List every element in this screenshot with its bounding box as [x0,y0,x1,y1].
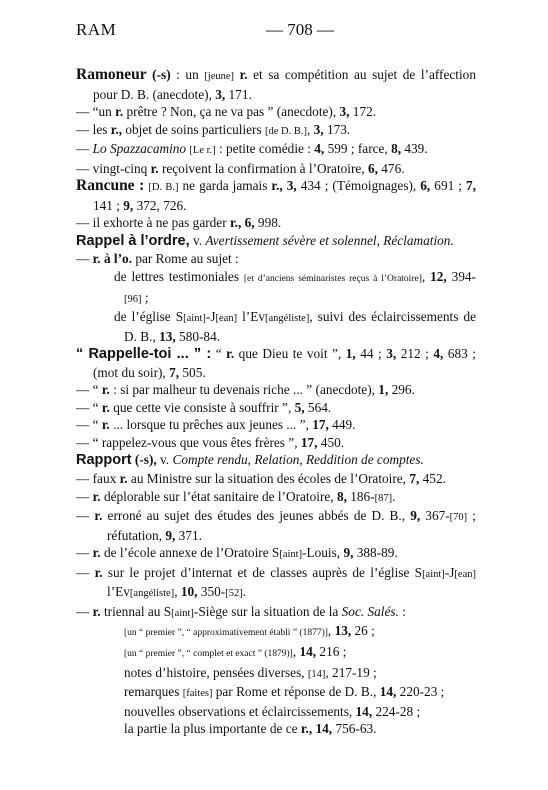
entry-text: — “ rappelez-vous que vous êtes frères ”, [76,434,301,450]
volume-reference: r. [119,471,128,487]
editorial-bracket: [un “ premier ”, “ complet et exact ” (1879)] [124,648,293,659]
volume-reference: 3, [339,104,350,120]
editorial-bracket: [ean] [215,313,238,325]
volume-reference: 17, [312,417,329,433]
entry-text: triennal au S [100,603,172,619]
entry-text: 388-89. [353,545,398,561]
volume-reference: 14, [299,643,317,659]
entry-text: v. [189,232,206,248]
entry-text: par Rome et réponse de D. B., [212,684,380,700]
entry-text: remarques [124,684,183,700]
entry-text: notes d’histoire, pensées diverses, [124,664,308,680]
entry-text: — [76,251,93,267]
entry-text: reçoivent la confirmation à l’Oratoire, [158,160,368,176]
volume-reference: r. [234,67,248,82]
volume-reference: (-s) [146,67,171,82]
entry-text: 350- [197,584,226,600]
entry-text: ; réfutation, [107,508,476,543]
entry-text: par Rome au sujet : [132,251,239,267]
index-line [76,544,476,564]
volume-reference: 14, [379,684,397,700]
page-header [76,19,476,43]
entry-text: nouvelles observations et éclaircissements, [124,703,356,719]
entry-text: — les [76,121,111,137]
volume-reference: r. [94,564,103,580]
editorial-bracket: [aint] [171,607,194,619]
italic-text: Lo Spazzacamino [92,141,187,157]
entry-text: 756-63. [332,721,377,737]
entry-text: et sa compétition au sujet de l’affection pour D. B. (anecdote), [93,67,476,102]
entry-text: , [421,269,431,285]
entry-text: — [76,488,93,504]
editorial-bracket: [angéliste] [129,588,175,600]
volume-reference: 9, [165,527,176,543]
index-line [76,399,476,417]
volume-reference: r. [150,160,159,176]
volume-reference: 9, [410,508,421,524]
volume-reference: 8, [336,488,347,504]
entry-text: de l’église S [114,309,184,325]
entry-text: que cette vie consiste à souffrir ”, [109,399,295,415]
volume-reference: r. [92,603,101,619]
editorial-bracket: [ean] [454,568,476,580]
entry-text: “ [211,346,227,362]
volume-reference: 7, [465,178,476,194]
running-head: RAM [76,20,117,39]
entry-text: 683 ; (mot du soir), [93,346,477,380]
index-line [76,381,476,399]
volume-reference: 10, [180,584,198,600]
index-line [76,622,476,643]
entry-text: objet de soins particuliers [122,121,265,137]
entry-text: 450. [317,434,345,450]
entry-text: — [76,508,95,524]
entry-text: de l’école annexe de l’Oratoire S [100,545,280,561]
index-line [76,507,476,544]
volume-reference: 4, [314,141,325,157]
entry-text: 172. [349,104,377,120]
volume-reference: 8, [391,141,402,157]
volume-reference: r., [110,121,123,137]
index-line [76,140,476,160]
entry-text: , [306,121,314,137]
volume-reference: 3, [386,346,397,362]
entry-text: — “ [76,399,102,415]
volume-reference: r., 6, [229,215,255,231]
entry-text: . [392,488,396,504]
index-line [76,683,476,703]
entry-text: 173. [323,121,351,137]
editorial-bracket: [aint] [279,549,303,561]
volume-reference: 7, [409,471,420,487]
editorial-bracket: [87] [374,492,393,504]
entry-text: 449. [328,417,356,433]
volume-reference: 5, [294,399,305,415]
volume-reference: 13, [159,328,176,344]
entry-text: 372, 726. [133,197,187,213]
editorial-bracket: [aint] [422,568,445,580]
volume-reference: 17, [300,434,318,450]
entry-text: 171. [225,86,252,102]
entry-text: , 217-19 ; [325,664,377,680]
entry-text: 452. [419,471,446,487]
volume-reference: 4, [433,346,444,362]
entry-text: 220-23 ; [396,684,445,700]
editorial-bracket: [et d’anciens séminaristes reçus à l’Oratoire] [243,274,422,285]
headword: “ Rappelle-toi ... ” : [76,346,212,363]
index-line [76,488,476,508]
entry-text: , [327,623,335,639]
editorial-bracket: [96] [124,293,142,305]
entry-text: — il exhorte à ne pas garder [76,215,230,231]
index-line [76,308,476,345]
entry-text: 439. [401,141,428,157]
volume-reference: r., 3, [271,178,297,194]
editorial-bracket: [un “ premier ”, “ approximativement établi ” (1877)] [124,628,328,639]
volume-reference: 9, [343,545,354,561]
index-line [76,214,476,232]
entry-text: 394- [446,269,476,285]
volume-reference: 1, [345,346,356,362]
editorial-bracket: [angéliste] [265,313,310,325]
index-line [76,416,476,434]
entry-text: , suivi des éclaircissements de D. B., [124,309,477,344]
entry-text: ne garda jamais [178,178,272,194]
entry-text: , [174,584,181,600]
entry-text: 296. [388,382,415,398]
volume-reference: r. [94,508,103,524]
index-line [76,643,476,664]
editorial-bracket: [D. B.] [148,182,179,194]
entry-text: -J [205,309,216,325]
entry-text: 367- [420,508,450,524]
volume-reference: r. à l’o. [92,251,133,267]
entry-text: -Siège sur la situation de la [193,603,342,619]
italic-text: Avertissement sévère et solennel, Réclamation. [205,232,454,248]
entry-text: 26 ; [351,623,375,639]
volume-reference: 14, [355,703,373,719]
entry-text: : un [170,67,205,82]
entry-text: 998. [254,215,282,231]
editorial-bracket: [52] [225,588,243,600]
entry-text: au Ministre sur la situation des écoles de l’Oratoire, [127,471,410,487]
italic-text: Soc. Salés. [341,603,399,619]
entry-text: la partie la plus importante de ce [124,721,301,737]
editorial-bracket: [jeune] [204,71,235,82]
index-line [76,434,476,452]
headword: Rapport [76,452,132,469]
volume-reference: 12, [430,269,447,285]
index-line [76,345,476,381]
index-line [76,564,476,603]
index-line [76,603,476,623]
editorial-bracket: [70] [449,512,468,524]
volume-reference: 6, [367,160,378,176]
volume-reference: r. [101,382,110,398]
index-line [76,268,476,308]
entry-text: -Louis, [302,545,344,561]
volume-reference: r. [92,545,101,561]
volume-reference: 1, [378,382,389,398]
index-line [76,177,476,214]
entry-text: 691 ; [430,178,466,194]
entry-text: ; [141,289,149,305]
entry-text: 44 ; [355,346,387,362]
index-line [76,160,476,178]
volume-reference: 7, [169,364,180,380]
entry-text: prêtre ? Non, ça ne va pas ” (anecdote), [123,104,340,120]
headword: Rancune : [76,177,145,195]
entry-text: 599 ; farce, [324,141,392,157]
entry-text: 212 ; [396,346,434,362]
entry-text: 141 ; [93,197,124,213]
entry-text: : petite comédie : [215,141,315,157]
entry-text: de lettres testimoniales [114,269,244,285]
entry-text: que Dieu te voit ”, [234,346,346,362]
headword: Rappel à l’ordre, [76,232,190,249]
entry-text: — faux [76,471,120,487]
entry-text: — [76,141,93,157]
volume-reference: r. [101,399,110,415]
index-line [76,703,476,721]
volume-reference: r. [92,488,101,504]
volume-reference: r., 14, [300,721,333,737]
entry-text: — vingt-cinq [76,160,151,176]
entry-text: déplorable sur l’état sanitaire de l’Oratoire, [100,488,337,504]
volume-reference: r. [101,417,110,433]
volume-reference: (-s), [131,452,157,468]
entry-text: -J [444,564,455,580]
index-line [76,720,476,738]
index-entries [76,66,476,738]
editorial-bracket: [de D. B.] [264,125,307,137]
entry-text: 505. [179,364,206,380]
entry-text: — “un [76,104,116,120]
entry-text: 371. [175,527,202,543]
entry-text: ... lorsque tu prêches aux jeunes ... ”, [109,417,313,433]
entry-text: : [398,603,406,619]
entry-text: 186- [346,488,375,504]
index-line [76,121,476,141]
entry-text: — [76,603,93,619]
entry-text: — [76,564,95,580]
entry-text: — “ [76,382,102,398]
index-line [76,232,476,251]
volume-reference: 3, [313,121,324,137]
entry-text: 580-84. [175,328,221,344]
editorial-bracket: [Le r.] [189,145,216,157]
volume-reference: r. [115,104,124,120]
volume-reference: 6, [420,178,431,194]
entry-text: . [242,584,247,600]
headword: Ramoneur [76,66,147,83]
entry-text: l’Ev [107,584,130,600]
page-number: — 708 — [266,20,334,39]
entry-text: 434 ; (Témoignages), [296,178,421,194]
italic-text: Compte rendu, Relation, Reddition de comptes. [172,452,424,468]
index-line [76,470,476,488]
index-line [76,250,476,268]
volume-reference: 3, [215,86,226,102]
entry-text: , [292,643,300,659]
entry-text: : si par malheur tu devenais riche ... ” (anecdote), [109,382,379,398]
entry-text: — “ [76,417,102,433]
editorial-bracket: [faites] [182,688,213,700]
volume-reference: 9, [123,197,134,213]
index-line [76,103,476,121]
entry-text: 564. [304,399,332,415]
entry-text: 476. [377,160,405,176]
index-line [76,664,476,684]
entry-text: — [76,545,93,561]
index-line [76,66,476,103]
entry-text: 216 ; [316,643,347,659]
entry-text: sur le projet d’internat et de classes auprès de l’église S [102,564,423,580]
entry-text: v. [156,452,173,468]
index-line [76,451,476,470]
entry-text: l’Ev [237,309,265,325]
editorial-bracket: [aint] [183,313,206,325]
editorial-bracket: [14] [307,668,326,680]
entry-text: 224-28 ; [372,703,421,719]
volume-reference: r. [226,346,235,362]
entry-text: erroné au sujet des études des jeunes abbés de D. B., [102,508,411,524]
volume-reference: 13, [334,623,352,639]
